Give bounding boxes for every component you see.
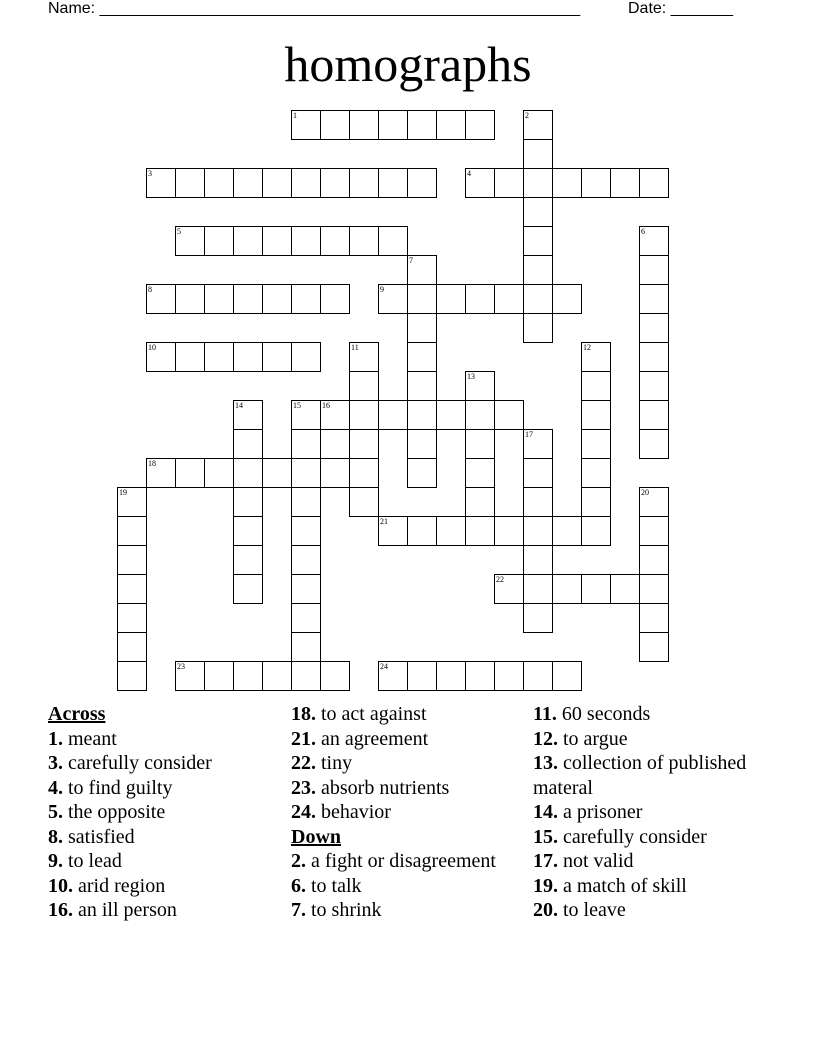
crossword-cell[interactable] <box>610 168 640 198</box>
page-title: homographs <box>284 36 532 92</box>
crossword-cell[interactable] <box>175 168 205 198</box>
crossword-cell[interactable] <box>291 632 321 662</box>
crossword-cell[interactable] <box>233 284 263 314</box>
clue-across-8: 8. satisfied <box>48 825 135 848</box>
crossword-cell[interactable] <box>639 168 669 198</box>
across-heading: Across <box>48 703 106 725</box>
crossword-cell[interactable] <box>523 139 553 169</box>
crossword-cell[interactable] <box>146 284 176 314</box>
clue-column-3 <box>533 702 769 923</box>
crossword-cell[interactable] <box>378 110 408 140</box>
clue-across-9: 9. to lead <box>48 850 122 872</box>
crossword-cell[interactable] <box>639 632 669 662</box>
crossword-cell[interactable] <box>552 661 582 691</box>
clue-down-17: 17. not valid <box>533 850 634 872</box>
crossword-cell[interactable] <box>523 284 553 314</box>
crossword-cell[interactable] <box>117 661 147 691</box>
crossword-cell[interactable] <box>291 458 321 488</box>
crossword-cell[interactable] <box>349 110 379 140</box>
cell-number: 5 <box>177 227 181 236</box>
clue-down-14: 14. a prisoner <box>533 801 643 823</box>
crossword-cell[interactable] <box>465 168 495 198</box>
crossword-cell[interactable] <box>146 168 176 198</box>
crossword-cell[interactable] <box>407 400 437 430</box>
crossword-cell[interactable] <box>233 545 263 575</box>
crossword-cell[interactable] <box>523 197 553 227</box>
crossword-cell[interactable] <box>436 661 466 691</box>
crossword-cell[interactable] <box>233 516 263 546</box>
crossword-cell[interactable] <box>494 400 524 430</box>
crossword-cell[interactable] <box>291 284 321 314</box>
crossword-cell[interactable] <box>436 110 466 140</box>
crossword-cell[interactable] <box>233 574 263 604</box>
clue-column-2 <box>291 702 527 923</box>
crossword-cell[interactable] <box>407 110 437 140</box>
crossword-cell[interactable] <box>349 371 379 401</box>
crossword-cell[interactable] <box>291 545 321 575</box>
crossword-cell[interactable] <box>146 342 176 372</box>
cell-number: 7 <box>409 256 413 265</box>
crossword-cell[interactable] <box>494 661 524 691</box>
name-field[interactable]: Name: ______________________________________________________ <box>48 0 581 17</box>
cell-number: 13 <box>467 372 475 381</box>
crossword-cell[interactable] <box>320 458 350 488</box>
clue-down-12: 12. to argue <box>533 727 628 750</box>
crossword-cell[interactable] <box>291 574 321 604</box>
crossword-cell[interactable] <box>465 400 495 430</box>
crossword-cell[interactable] <box>465 429 495 459</box>
crossword-cell[interactable] <box>175 661 205 691</box>
crossword-cell[interactable] <box>233 429 263 459</box>
crossword-cell[interactable] <box>581 458 611 488</box>
crossword-cell[interactable] <box>291 603 321 633</box>
crossword-cell[interactable] <box>407 661 437 691</box>
crossword-cell[interactable] <box>378 661 408 691</box>
crossword-cell[interactable] <box>117 603 147 633</box>
crossword-cell[interactable] <box>291 110 321 140</box>
crossword-cell[interactable] <box>436 516 466 546</box>
cell-number: 17 <box>525 430 533 439</box>
crossword-cell[interactable] <box>407 429 437 459</box>
clue-down-6: 6. to talk <box>291 874 362 897</box>
crossword-cell[interactable] <box>639 255 669 285</box>
crossword-cell[interactable] <box>494 516 524 546</box>
crossword-cell[interactable] <box>465 487 495 517</box>
crossword-cell[interactable] <box>204 226 234 256</box>
crossword-cell[interactable] <box>639 284 669 314</box>
crossword-cell[interactable] <box>639 226 669 256</box>
crossword-cell[interactable] <box>465 284 495 314</box>
clue-down-2: 2. a fight or disagreement <box>291 850 496 872</box>
crossword-cell[interactable] <box>320 400 350 430</box>
crossword-cell[interactable] <box>262 168 292 198</box>
cell-number: 10 <box>148 343 156 352</box>
cell-number: 19 <box>119 488 127 497</box>
crossword-cell[interactable] <box>523 516 553 546</box>
crossword-cell[interactable] <box>639 487 669 517</box>
crossword-cell[interactable] <box>320 661 350 691</box>
crossword-cell[interactable] <box>523 255 553 285</box>
crossword-cell[interactable] <box>262 284 292 314</box>
clue-across-23: 23. absorb nutrients <box>291 776 450 799</box>
crossword-cell[interactable] <box>349 342 379 372</box>
cell-number: 9 <box>380 285 384 294</box>
crossword-cell[interactable] <box>523 110 553 140</box>
clue-down-19: 19. a match of skill <box>533 874 687 897</box>
crossword-cell[interactable] <box>117 516 147 546</box>
cell-number: 4 <box>467 169 471 178</box>
crossword-cell[interactable] <box>146 458 176 488</box>
crossword-cell[interactable] <box>552 516 582 546</box>
clue-across-1: 1. meant <box>48 727 117 750</box>
crossword-cell[interactable] <box>291 516 321 546</box>
crossword-cell[interactable] <box>552 284 582 314</box>
clue-across-18: 18. to act against <box>291 703 427 725</box>
crossword-cell[interactable] <box>581 400 611 430</box>
crossword-cell[interactable] <box>610 574 640 604</box>
crossword-cell[interactable] <box>639 516 669 546</box>
crossword-cell[interactable] <box>117 487 147 517</box>
crossword-cell[interactable] <box>291 429 321 459</box>
crossword-cell[interactable] <box>639 603 669 633</box>
cell-number: 2 <box>525 111 529 120</box>
crossword-cell[interactable] <box>639 313 669 343</box>
crossword-cell[interactable] <box>233 168 263 198</box>
crossword-cell[interactable] <box>581 342 611 372</box>
crossword-cell[interactable] <box>552 168 582 198</box>
crossword-cell[interactable] <box>378 226 408 256</box>
crossword-cell[interactable] <box>204 342 234 372</box>
cell-number: 23 <box>177 662 185 671</box>
cell-number: 12 <box>583 343 591 352</box>
clue-down-20: 20. to leave <box>533 899 626 921</box>
crossword-cell[interactable] <box>581 574 611 604</box>
crossword-cell[interactable] <box>523 661 553 691</box>
crossword-cell[interactable] <box>349 400 379 430</box>
crossword-cell[interactable] <box>639 545 669 575</box>
crossword-cell[interactable] <box>262 226 292 256</box>
crossword-cell[interactable] <box>465 661 495 691</box>
crossword-cell[interactable] <box>233 661 263 691</box>
crossword-cell[interactable] <box>523 429 553 459</box>
crossword-cell[interactable] <box>233 400 263 430</box>
cell-number: 16 <box>322 401 330 410</box>
crossword-cell[interactable] <box>639 574 669 604</box>
cell-number: 22 <box>496 575 504 584</box>
crossword-cell[interactable] <box>407 342 437 372</box>
cell-number: 1 <box>293 111 297 120</box>
clue-across-16: 16. an ill person <box>48 899 177 921</box>
clue-down-13: 13. collection of published materal <box>533 752 747 799</box>
clue-across-4: 4. to find guilty <box>48 776 173 799</box>
crossword-cell[interactable] <box>407 284 437 314</box>
clue-across-3: 3. carefully consider <box>48 752 212 774</box>
crossword-cell[interactable] <box>407 516 437 546</box>
crossword-cell[interactable] <box>233 226 263 256</box>
crossword-cell[interactable] <box>378 516 408 546</box>
crossword-cell[interactable] <box>436 400 466 430</box>
crossword-cell[interactable] <box>262 458 292 488</box>
crossword-cell[interactable] <box>262 342 292 372</box>
clue-across-10: 10. arid region <box>48 874 166 897</box>
crossword-cell[interactable] <box>204 284 234 314</box>
crossword-cell[interactable] <box>407 313 437 343</box>
crossword-cell[interactable] <box>465 371 495 401</box>
crossword-cell[interactable] <box>639 342 669 372</box>
crossword-cell[interactable] <box>581 371 611 401</box>
crossword-cell[interactable] <box>581 516 611 546</box>
crossword-cell[interactable] <box>639 429 669 459</box>
crossword-cell[interactable] <box>407 371 437 401</box>
crossword-cell[interactable] <box>523 545 553 575</box>
crossword-cell[interactable] <box>407 168 437 198</box>
cell-number: 14 <box>235 401 243 410</box>
crossword-cell[interactable] <box>349 487 379 517</box>
crossword-cell[interactable] <box>523 168 553 198</box>
crossword-cell[interactable] <box>494 168 524 198</box>
clue-across-5: 5. the opposite <box>48 801 166 823</box>
crossword-cell[interactable] <box>581 429 611 459</box>
crossword-cell[interactable] <box>465 110 495 140</box>
crossword-cell[interactable] <box>378 168 408 198</box>
crossword-cell[interactable] <box>639 400 669 430</box>
crossword-cell[interactable] <box>378 400 408 430</box>
crossword-cell[interactable] <box>436 284 466 314</box>
cell-number: 24 <box>380 662 388 671</box>
crossword-cell[interactable] <box>175 284 205 314</box>
crossword-cell[interactable] <box>349 226 379 256</box>
crossword-cell[interactable] <box>465 458 495 488</box>
cell-number: 15 <box>293 401 301 410</box>
crossword-cell[interactable] <box>523 226 553 256</box>
crossword-cell[interactable] <box>320 284 350 314</box>
crossword-cell[interactable] <box>349 429 379 459</box>
crossword-cell[interactable] <box>407 458 437 488</box>
cell-number: 8 <box>148 285 152 294</box>
crossword-cell[interactable] <box>465 516 495 546</box>
cell-number: 21 <box>380 517 388 526</box>
crossword-cell[interactable] <box>320 110 350 140</box>
crossword-cell[interactable] <box>639 371 669 401</box>
crossword-cell[interactable] <box>233 458 263 488</box>
clue-across-22: 22. tiny <box>291 752 353 774</box>
crossword-cell[interactable] <box>494 284 524 314</box>
crossword-cell[interactable] <box>117 545 147 575</box>
crossword-cell[interactable] <box>291 487 321 517</box>
crossword-cell[interactable] <box>552 574 582 604</box>
crossword-cell[interactable] <box>291 400 321 430</box>
crossword-cell[interactable] <box>233 342 263 372</box>
crossword-cell[interactable] <box>581 487 611 517</box>
crossword-cell[interactable] <box>523 487 553 517</box>
crossword-cell[interactable] <box>494 574 524 604</box>
clue-down-7: 7. to shrink <box>291 899 382 921</box>
crossword-cell[interactable] <box>320 226 350 256</box>
crossword-cell[interactable] <box>175 226 205 256</box>
crossword-cell[interactable] <box>523 313 553 343</box>
crossword-cell[interactable] <box>175 458 205 488</box>
crossword-cell[interactable] <box>291 226 321 256</box>
date-field[interactable]: Date: _______ <box>628 0 733 17</box>
crossword-cell[interactable] <box>175 342 205 372</box>
crossword-cell[interactable] <box>233 487 263 517</box>
crossword-cell[interactable] <box>117 574 147 604</box>
crossword-cell[interactable] <box>581 168 611 198</box>
crossword-cell[interactable] <box>523 458 553 488</box>
crossword-cell[interactable] <box>320 168 350 198</box>
clue-across-21: 21. an agreement <box>291 727 429 750</box>
cell-number: 6 <box>641 227 645 236</box>
down-heading: Down <box>291 825 342 848</box>
crossword-cell[interactable] <box>349 458 379 488</box>
crossword-cell[interactable] <box>117 632 147 662</box>
cell-number: 3 <box>148 169 152 178</box>
crossword-cell[interactable] <box>291 168 321 198</box>
cell-number: 18 <box>148 459 156 468</box>
clue-column-1 <box>48 702 284 923</box>
crossword-cell[interactable] <box>523 603 553 633</box>
crossword-cell[interactable] <box>407 255 437 285</box>
crossword-cell[interactable] <box>262 661 292 691</box>
crossword-cell[interactable] <box>291 342 321 372</box>
cell-number: 11 <box>351 343 359 352</box>
crossword-cell[interactable] <box>523 574 553 604</box>
cell-number: 20 <box>641 488 649 497</box>
clue-down-15: 15. carefully consider <box>533 825 707 848</box>
crossword-cell[interactable] <box>204 661 234 691</box>
crossword-cell[interactable] <box>291 661 321 691</box>
clue-across-24: 24. behavior <box>291 801 391 823</box>
clue-down-11: 11. 60 seconds <box>533 703 651 725</box>
crossword-cell[interactable] <box>204 458 234 488</box>
crossword-cell[interactable] <box>349 168 379 198</box>
crossword-cell[interactable] <box>204 168 234 198</box>
crossword-cell[interactable] <box>378 284 408 314</box>
